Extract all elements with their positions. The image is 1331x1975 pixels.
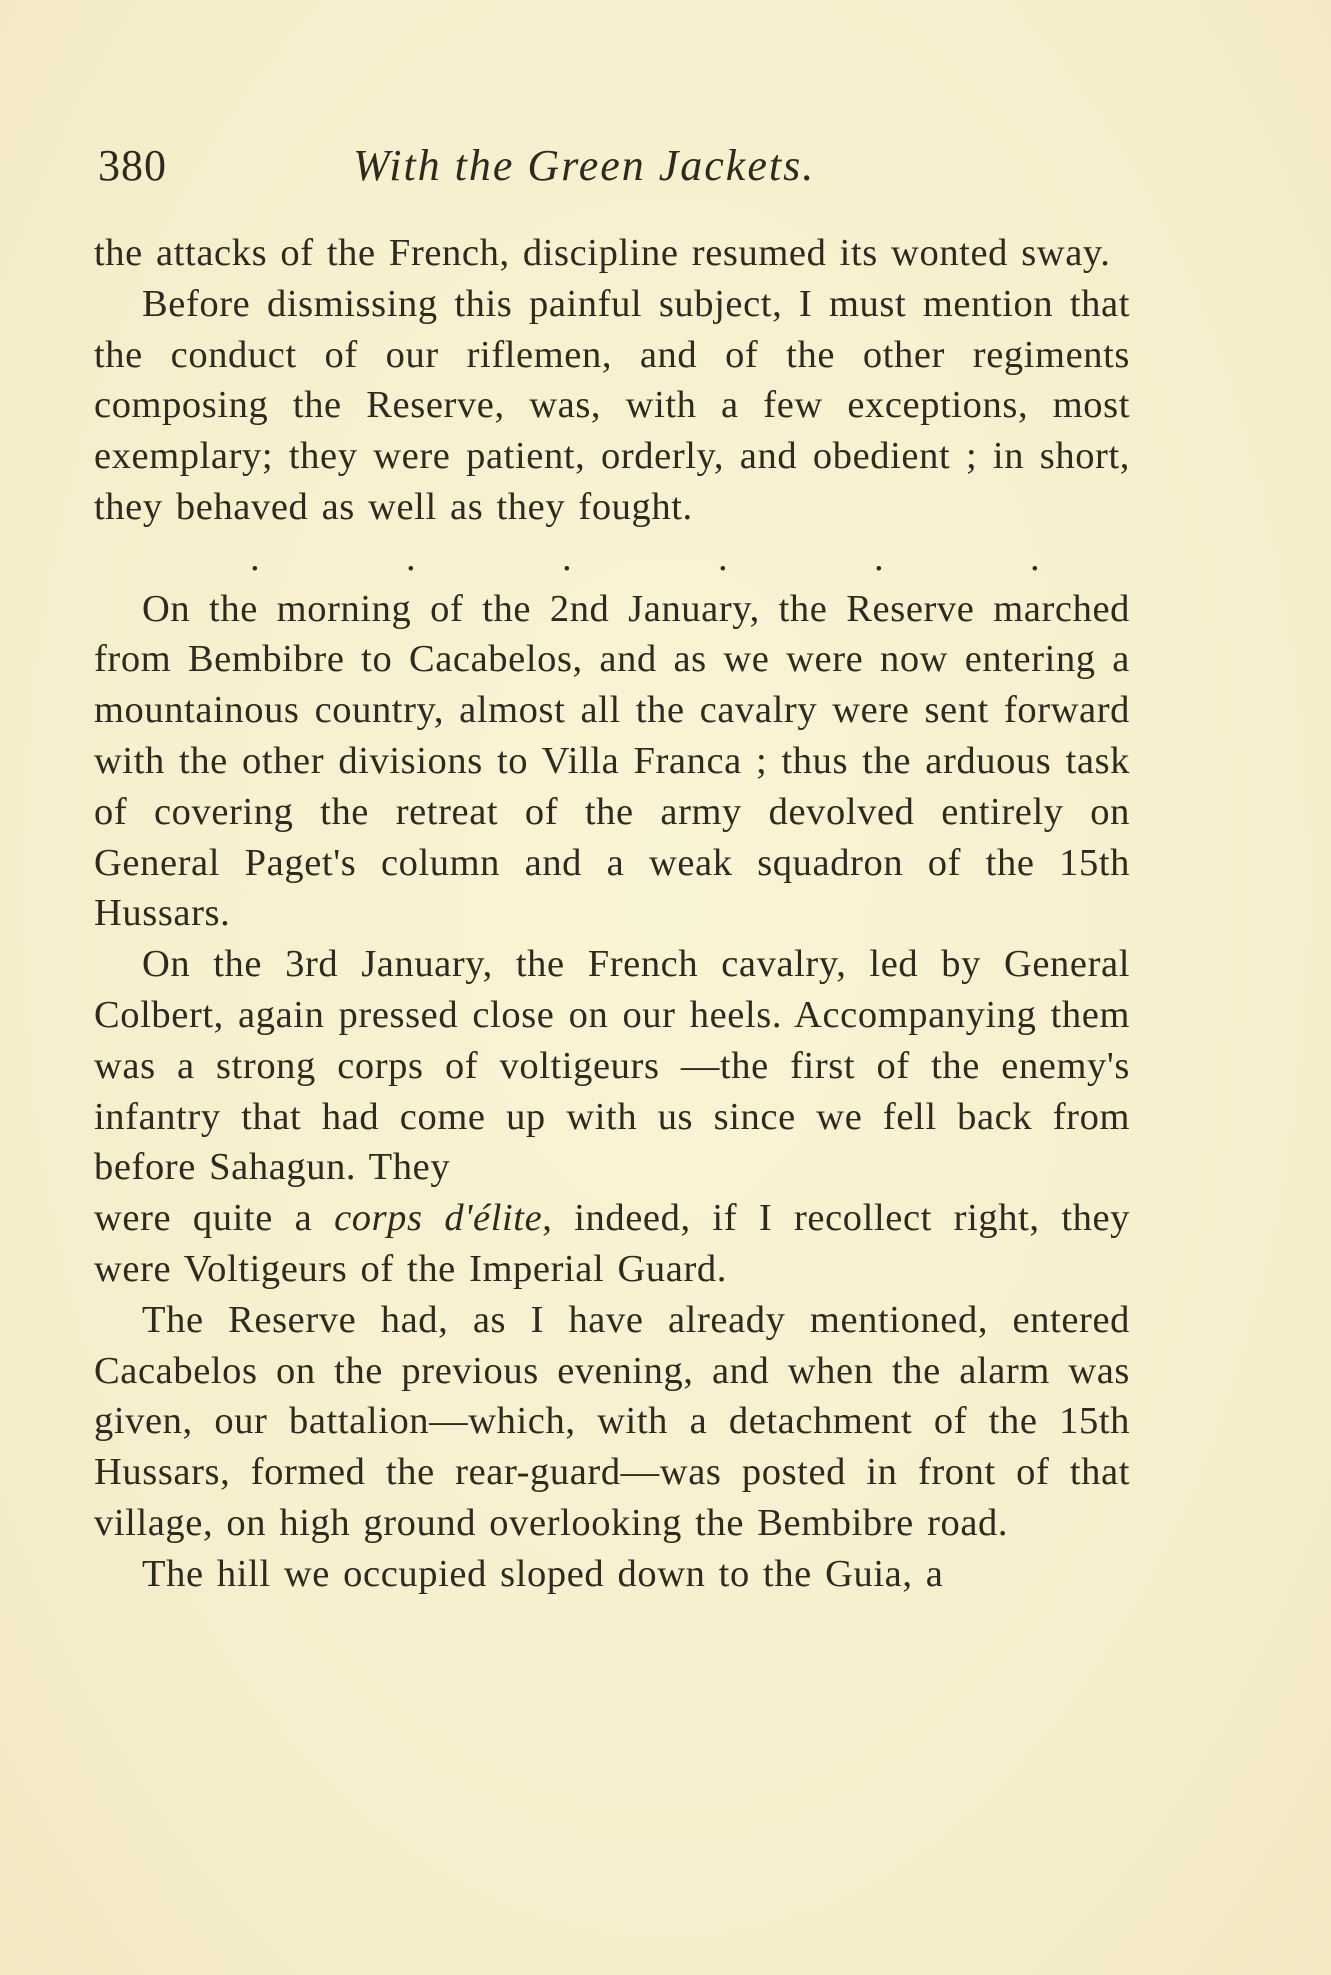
paragraph — [94, 1193, 1130, 1295]
section-break-dot: . — [718, 536, 728, 579]
paragraph: Before dismissing this painful subject, I must mention that the conduct of our riflemen, and of the other regiments composing the Reserve, was, with a few exceptions, most exemplary; they were patient, orderly, and obedient ; in short, they behaved as well as they fought. — [94, 282, 1130, 528]
paragraph: On the 3rd January, the French cavalry, led by General Colbert, again pressed close on our heels. Accompanying them was a strong corps of voltigeurs —the first of the enemy's infantry that had come up with us since we fell back from before Sahagun. They — [94, 943, 1130, 1189]
paragraph-text: were quite a — [94, 1197, 335, 1240]
paragraph: On the morning of the 2nd January, the Reserve marched from Bembibre to Cacabelos, and as we were now entering a mountainous country, almost all the cavalry were sent forward with the other divisions to Villa Franca ; thus the arduous task of covering the retreat of the army devolved entirely on General Paget's column and a weak squadron of the 15th Hussars. — [94, 587, 1130, 935]
section-break-dot: . — [406, 536, 416, 579]
italic-phrase: corps d'élite — [334, 1197, 543, 1240]
section-break-dot: . — [562, 536, 572, 579]
paragraph: The Reserve had, as I have already mentioned, entered Cacabelos on the previous evening, and when the alarm was given, our battalion—which, with a detachment of the 15th Hussars, formed the rear-guard—was posted in front of that village, on high ground overlooking the Bembibre road. — [94, 1298, 1130, 1544]
page-header — [98, 138, 1128, 194]
section-break-dot: . — [1030, 536, 1040, 579]
page-number: 380 — [98, 141, 167, 190]
paragraph: The hill we occupied sloped down to the Guia, a — [142, 1552, 944, 1595]
section-break-dot: . — [250, 536, 260, 579]
paragraph: the attacks of the French, discipline resumed its wonted sway. — [94, 232, 1111, 274]
running-title: With the Green Jackets. — [353, 141, 816, 190]
body-text — [94, 228, 1130, 1600]
section-break-dot: . — [874, 536, 884, 579]
paragraph-text: , indeed, if I recollect right, they were Voltigeurs of the Imperial Guard. — [94, 1197, 1131, 1290]
section-break — [94, 533, 1130, 584]
